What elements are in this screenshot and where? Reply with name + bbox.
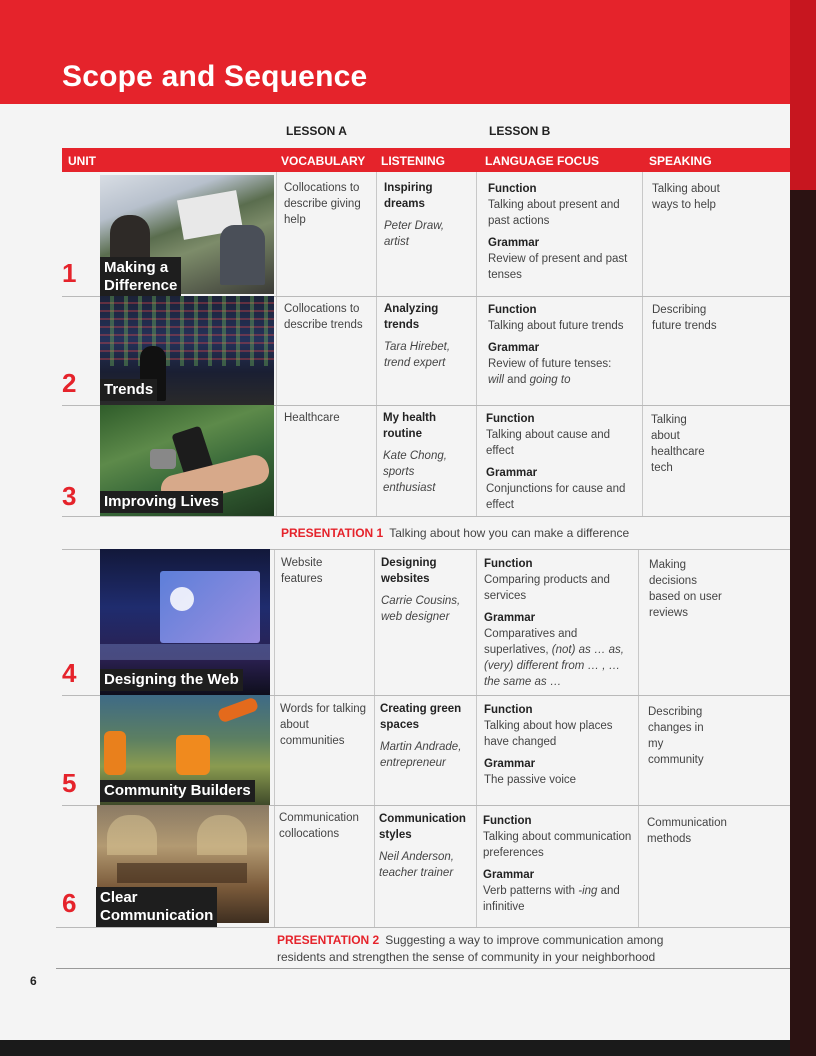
table-header	[62, 148, 790, 172]
unit2-listening: Analyzing trends Tara Hirebet, trend expert	[384, 303, 451, 369]
row-divider	[62, 516, 790, 517]
unit3-language-focus: Function Talking about cause and effect Grammar Conjunctions for cause and effect	[486, 413, 626, 511]
divider	[476, 549, 477, 927]
unit5-number: 5	[62, 768, 77, 798]
unit5-listening: Creating green spaces Martin Andrade, entrepreneur	[380, 703, 462, 769]
unit6-language-focus: Function Talking about communication preferences Grammar Verb patterns with -ing and infinitive	[483, 815, 632, 913]
page-number: 6	[30, 974, 37, 988]
unit2-name: Trends	[100, 379, 157, 401]
unit6-number: 6	[62, 888, 77, 918]
unit2-number: 2	[62, 368, 77, 398]
header-speaking: SPEAKING	[649, 154, 712, 168]
unit4-speaking: Making decisions based on user reviews	[649, 559, 722, 619]
unit2-speaking: Describing future trends	[652, 304, 717, 332]
unit1-listening: Inspiring dreams Peter Draw, artist	[384, 182, 445, 248]
unit3-listening: My health routine Kate Chong, sports enthusiast	[383, 412, 447, 494]
row-divider	[56, 927, 790, 928]
unit2-language-focus: Function Talking about future trends Grammar Review of future tenses: will and going to	[488, 304, 624, 386]
bottom-rule	[56, 968, 790, 969]
unit1-number: 1	[62, 258, 77, 288]
page-title: Scope and Sequence	[62, 60, 368, 93]
header-vocabulary: VOCABULARY	[281, 154, 366, 168]
divider	[476, 172, 477, 517]
unit6-listening: Communication styles Neil Anderson, teacher trainer	[379, 813, 466, 879]
unit6-name: Clear Communication	[96, 887, 217, 927]
unit3-vocabulary: Healthcare	[284, 412, 340, 424]
unit1-name: Making a Difference	[100, 257, 181, 297]
divider	[374, 549, 375, 927]
unit3-speaking: Talking about healthcare tech	[651, 414, 705, 474]
unit5-name: Community Builders	[100, 780, 255, 802]
unit4-number: 4	[62, 658, 77, 688]
title-banner	[0, 0, 790, 104]
unit4-name: Designing the Web	[100, 669, 243, 691]
unit6-vocabulary: Communication collocations	[279, 812, 359, 840]
header-language-focus: LANGUAGE FOCUS	[485, 154, 599, 168]
unit3-name: Improving Lives	[100, 491, 223, 513]
unit5-speaking: Describing changes in my community	[648, 706, 704, 766]
presentation-1: PRESENTATION 1 Talking about how you can make a difference	[281, 526, 630, 540]
presentation-2: PRESENTATION 2 Suggesting a way to improve communication among residents and strengthen the sense of community in your neighborhood	[277, 933, 664, 964]
header-unit: UNIT	[68, 154, 96, 168]
unit4-listening: Designing websites Carrie Cousins, web designer	[381, 557, 461, 623]
unit5-language-focus: Function Talking about how places have changed Grammar The passive voice	[484, 704, 613, 786]
unit4-language-focus: Function Comparing products and services Grammar Comparatives and superlatives, (not) as … as, (very) different from … , … the same as …	[484, 558, 624, 688]
header-listening: LISTENING	[381, 154, 446, 168]
unit6-speaking: Communication methods	[647, 817, 727, 845]
unit5-vocabulary: Words for talking about communities	[280, 703, 367, 747]
lesson-b-label: LESSON B	[489, 124, 551, 138]
lesson-a-label: LESSON A	[286, 124, 347, 138]
unit1-speaking: Talking about ways to help	[652, 183, 720, 211]
unit1-language-focus: Function Talking about present and past actions Grammar Review of present and past tenses	[488, 183, 628, 281]
divider	[276, 172, 277, 517]
unit3-number: 3	[62, 481, 77, 511]
divider	[274, 549, 275, 927]
divider	[638, 549, 639, 927]
unit1-vocabulary: Collocations to describe giving help	[284, 182, 361, 226]
book-edge-red	[790, 0, 816, 190]
unit4-vocabulary: Website features	[281, 557, 323, 585]
divider	[642, 172, 643, 517]
divider	[376, 172, 377, 517]
unit2-vocabulary: Collocations to describe trends	[284, 303, 363, 331]
